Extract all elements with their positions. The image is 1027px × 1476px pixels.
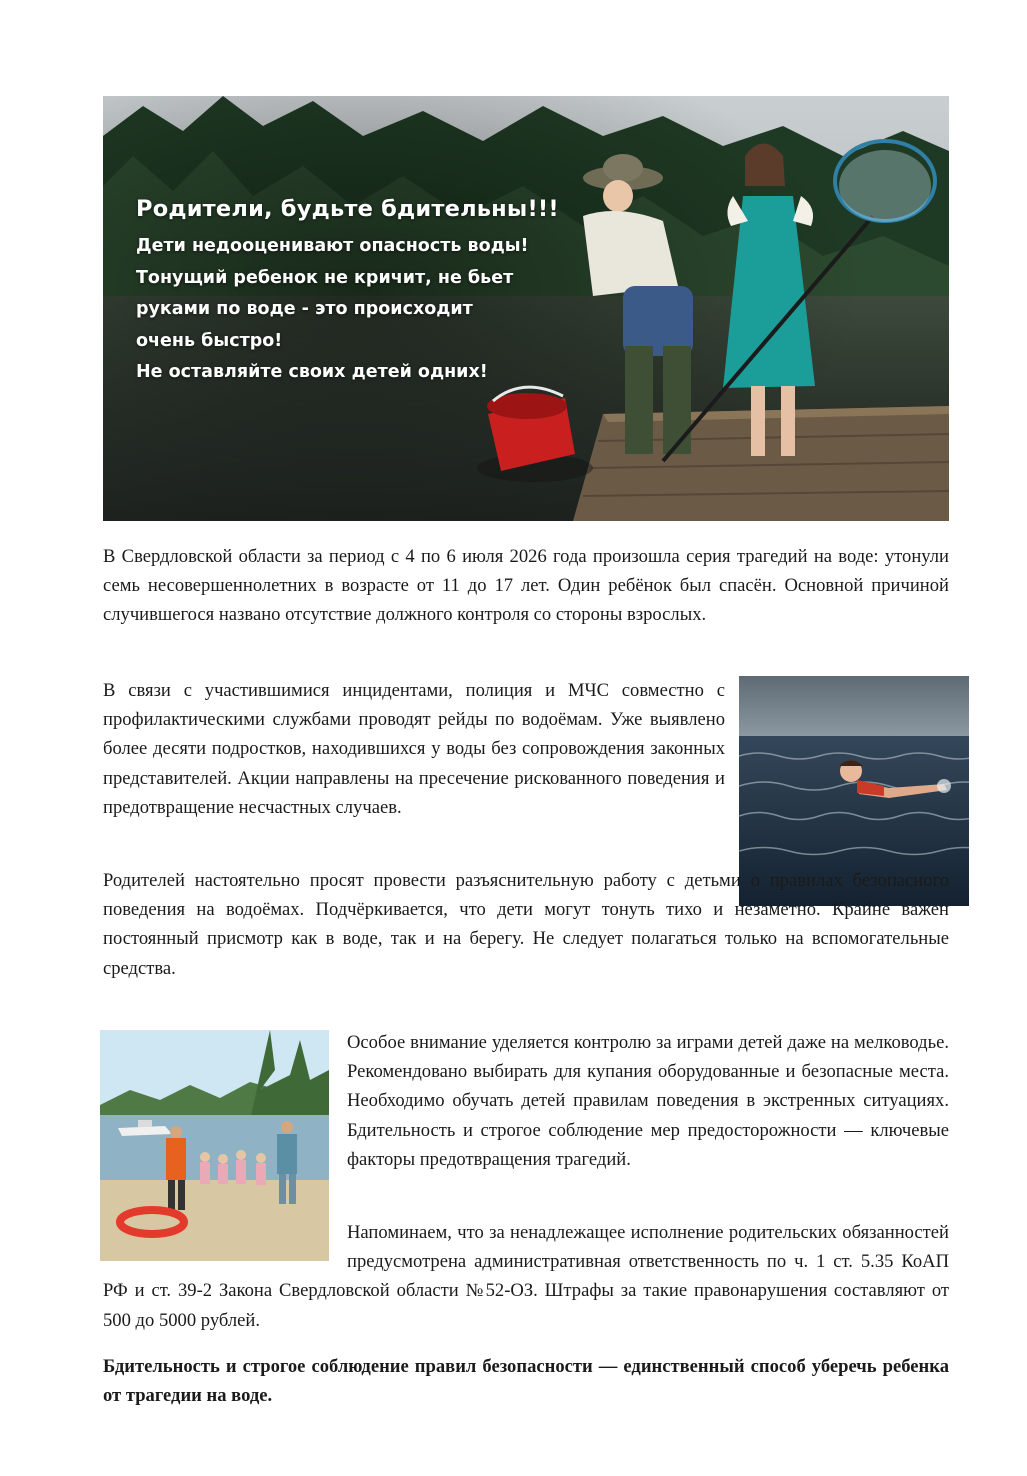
closing-statement: Бдительность и строгое соблюдение правил безопасности — единственный способ уберечь ребенка от трагедии на воде. [103,1356,949,1407]
paragraph-intro: В Свердловской области за период с 4 по 6 июля 2026 года произошла серия трагедий на воде: утонули семь несовершеннолетних в возрасте от 11 до 17 лет. Один ребёнок был спасён. Основной причиной случившегося названо отсутствие должного контроля со стороны взрослых. [103,546,949,626]
paragraph-parents-work: Родителей настоятельно просят провести разъяснительную работу с детьми о правилах безопасного поведения на водоёмах. Подчёркивается, что дети могут тонуть тихо и незаметно. Крайне важен постоянный присмотр как в воде, так и на берегу. Не следует полагаться только на вспомогательные средства. [103,870,949,979]
paragraph-shallow-water-text: Особое внимание уделяется контролю за играми детей даже на мелководье. Рекомендовано выбирать для купания оборудованные и безопасные места. Необходимо обучать детей правилам поведения в экстренных ситуациях. Бдительность и строгое соблюдение мер предосторожности — ключевые факторы предотвращения трагедий. [347,1032,949,1170]
banner-text [136,196,606,389]
banner-line: руками по воде - это происходит [136,299,473,319]
paragraph-raids: В связи с участившимися инцидентами, полиция и МЧС совместно с профилактическими службами проводят рейды по водоёмам. Уже выявлено более десяти подростков, находившихся у воды без сопровождения законных представителей. Акции направлены на пресечение рискованного поведения и предотвращение несчастных случаев. [103,680,725,818]
banner-title: Родители, будьте бдительны!!! [136,196,559,222]
photo-spacer [103,1220,331,1262]
paragraph-liability-text: Напоминаем, что за ненадлежащее исполнение родительских обязанностей предусмотрена административная ответственность по ч. 1 ст. 5.35 КоАП РФ и ст. 39-2 Закона Свердловской области №52-ОЗ. Штрафы за такие правонарушения составляют от 500 до 5000 рублей. [103,1222,949,1331]
banner-line: Не оставляйте своих детей одних! [136,362,488,382]
banner-image [103,96,949,521]
banner-line: Тонущий ребенок не кричит, не бьет [136,267,514,288]
paragraph-liability [103,1218,949,1335]
banner-line: очень быстро! [136,330,283,351]
banner-line: Дети недооценивают опасность воды! [136,236,529,256]
